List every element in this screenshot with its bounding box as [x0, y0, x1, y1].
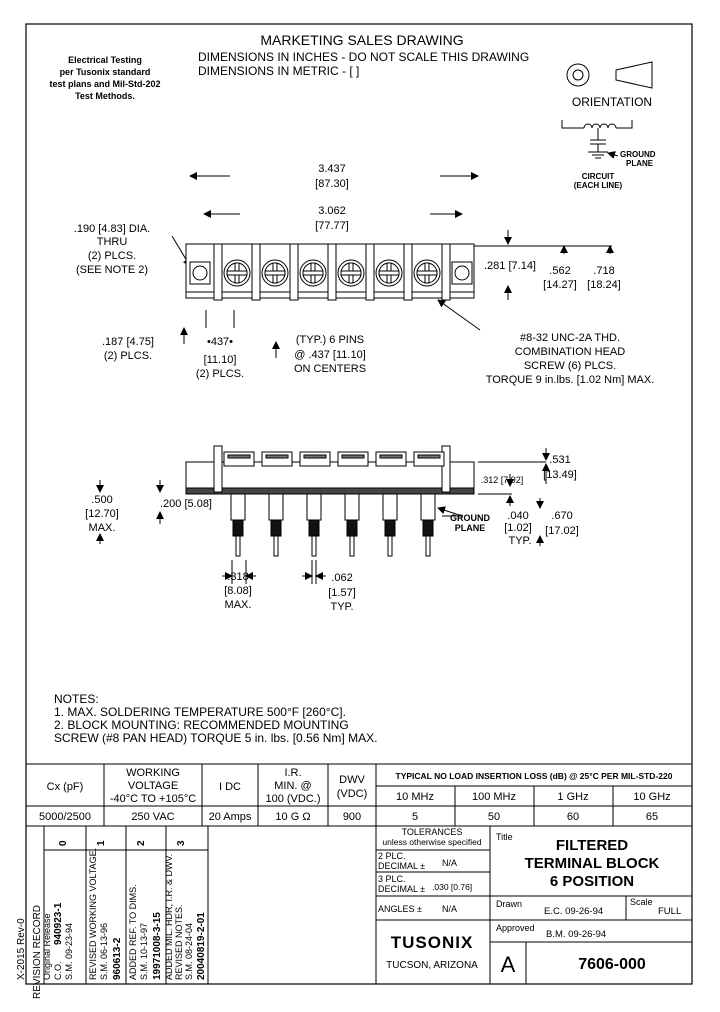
svg-text:1. MAX. SOLDERING TEMPERATURE: 1. MAX. SOLDERING TEMPERATURE 500°F [260°C].	[54, 705, 346, 719]
svg-text:TUCSON, ARIZONA: TUCSON, ARIZONA	[386, 960, 478, 971]
svg-text:.040: .040	[507, 510, 529, 522]
svg-text:Test Methods.: Test Methods.	[75, 91, 135, 101]
svg-text:DECIMAL ±: DECIMAL ±	[378, 861, 426, 871]
svg-text:65: 65	[645, 811, 659, 823]
svg-text:PLANE: PLANE	[454, 523, 486, 533]
svg-text:•437•: •437•	[206, 336, 234, 348]
svg-text:5000/2500: 5000/2500	[39, 811, 91, 823]
svg-text:10 GHz: 10 GHz	[633, 791, 671, 803]
svg-text:CIRCUIT: CIRCUIT	[581, 172, 615, 181]
svg-text:Drawn: Drawn	[496, 899, 523, 909]
svg-text:S.M. 09-23-94: S.M. 09-23-94	[64, 922, 74, 980]
drawing-title: MARKETING SALES DRAWING	[260, 32, 464, 48]
svg-text:[17.02]: [17.02]	[545, 525, 579, 537]
orientation-label: ORIENTATION	[571, 95, 653, 109]
revision-text	[16, 840, 207, 999]
svg-text:WORKING: WORKING	[126, 767, 180, 779]
svg-text:.562: .562	[549, 265, 571, 277]
svg-text:S.M. 10-13-97: S.M. 10-13-97	[139, 922, 149, 980]
svg-text:[18.24]: [18.24]	[587, 279, 621, 291]
svg-text:Cx (pF): Cx (pF)	[46, 781, 84, 793]
svg-text:Title: Title	[496, 832, 513, 842]
svg-text:.200 [5.08]: .200 [5.08]	[160, 498, 212, 510]
svg-text:B.M. 09-26-94: B.M. 09-26-94	[546, 929, 607, 940]
svg-text:0: 0	[58, 840, 69, 846]
svg-text:.670: .670	[551, 510, 573, 522]
svg-text:20040819-2-01: 20040819-2-01	[196, 912, 207, 980]
svg-text:TOLERANCES: TOLERANCES	[401, 827, 463, 837]
svg-text:Original Release: Original Release	[42, 913, 52, 980]
svg-text:(EACH LINE): (EACH LINE)	[573, 181, 623, 190]
svg-text:3: 3	[176, 840, 187, 846]
svg-text:COMBINATION HEAD: COMBINATION HEAD	[514, 346, 626, 358]
svg-text:per Tusonix standard: per Tusonix standard	[59, 67, 151, 77]
header-line-metric: DIMENSIONS IN METRIC - [ ]	[198, 64, 360, 78]
svg-text:test plans and Mil-Std-202: test plans and Mil-Std-202	[49, 79, 161, 89]
svg-text:(2) PLCS.: (2) PLCS.	[195, 368, 245, 380]
svg-text:I.R.: I.R.	[284, 767, 302, 779]
svg-text:VOLTAGE: VOLTAGE	[127, 780, 179, 792]
svg-text:2. BLOCK MOUNTING: RECOMMEND: 2. BLOCK MOUNTING: RECOMMENDED MOUNTING	[54, 718, 349, 732]
svg-text:DECIMAL ±: DECIMAL ±	[378, 884, 426, 894]
svg-text:E.C. 09-26-94: E.C. 09-26-94	[544, 906, 604, 917]
svg-text:SCREW (6) PLCS.: SCREW (6) PLCS.	[523, 360, 617, 372]
svg-text:TORQUE 9 in.lbs. [1.02 Nm] MAX: TORQUE 9 in.lbs. [1.02 Nm] MAX.	[485, 374, 655, 386]
svg-text:ANGLES ±: ANGLES ±	[378, 904, 422, 914]
svg-text:.062: .062	[331, 572, 353, 584]
svg-text:REVISED NOTES.: REVISED NOTES.	[174, 904, 184, 980]
svg-text:DWV: DWV	[339, 774, 365, 786]
svg-text:.318: .318	[227, 571, 249, 583]
svg-text:S.M. 06-13-96: S.M. 06-13-96	[99, 922, 109, 980]
part-title: FILTERED	[555, 837, 629, 854]
svg-text:10 G Ω: 10 G Ω	[275, 811, 311, 823]
svg-text:#8-32 UNC-2A THD.: #8-32 UNC-2A THD.	[519, 332, 621, 344]
svg-text:1: 1	[96, 840, 107, 846]
svg-text:(2) PLCS.: (2) PLCS.	[87, 250, 137, 262]
svg-text:50: 50	[487, 811, 501, 823]
svg-text:MIN. @: MIN. @	[274, 780, 312, 792]
svg-text:GROUND: GROUND	[620, 150, 656, 159]
svg-text:6 POSITION: 6 POSITION	[549, 873, 635, 890]
svg-text:GROUND: GROUND	[450, 513, 490, 523]
svg-text:Scale: Scale	[630, 897, 653, 907]
svg-text:[1.02]: [1.02]	[504, 522, 532, 534]
svg-text:960613-2: 960613-2	[112, 937, 123, 980]
svg-text:PLANE: PLANE	[626, 159, 654, 168]
notes	[54, 692, 377, 745]
svg-text:100 (VDC.): 100 (VDC.)	[265, 793, 321, 805]
filter-pins	[231, 494, 435, 556]
svg-text:Electrical Testing: Electrical Testing	[68, 55, 142, 65]
svg-text:940923-1: 940923-1	[53, 902, 64, 945]
testing-note	[49, 55, 160, 101]
company-logo: TUSONIX	[390, 933, 474, 952]
svg-text:1 GHz: 1 GHz	[557, 791, 589, 803]
svg-text:A: A	[500, 952, 516, 977]
svg-text:N/A: N/A	[442, 858, 458, 868]
svg-text:3.062: 3.062	[318, 205, 346, 217]
svg-text:[87.30]: [87.30]	[315, 178, 349, 190]
svg-text:[13.49]: [13.49]	[543, 469, 577, 481]
terminal-block-side	[186, 446, 474, 556]
svg-text:[77.77]: [77.77]	[315, 220, 349, 232]
svg-text:FULL: FULL	[658, 906, 682, 917]
svg-text:TERMINAL BLOCK: TERMINAL BLOCK	[524, 855, 660, 872]
schematic-labels	[574, 150, 656, 190]
svg-text:(TYP.) 6 PINS: (TYP.) 6 PINS	[295, 334, 365, 346]
svg-text:2: 2	[136, 840, 147, 846]
svg-text:REVISED WORKING VOLTAGE.: REVISED WORKING VOLTAGE.	[88, 847, 98, 980]
svg-text:3.437: 3.437	[318, 163, 346, 175]
svg-text:5: 5	[411, 811, 419, 823]
svg-text:MAX.: MAX.	[224, 599, 252, 611]
svg-text:.312 [7.92]: .312 [7.92]	[480, 475, 524, 485]
svg-text:[11.10]: [11.10]	[203, 354, 237, 366]
top-view-dim-marks	[184, 310, 276, 358]
svg-text:TYPICAL NO LOAD INSERTION LOSS: TYPICAL NO LOAD INSERTION LOSS (dB) @ 25°C PER MIL-STD-220	[395, 771, 673, 781]
svg-text:3 PLC.: 3 PLC.	[378, 874, 406, 884]
svg-text:I DC: I DC	[219, 781, 241, 793]
svg-text:2 PLC.: 2 PLC.	[378, 851, 406, 861]
svg-text:900: 900	[342, 811, 362, 823]
svg-text:ON CENTERS: ON CENTERS	[293, 363, 367, 375]
svg-text:-40°C TO +105°C: -40°C TO +105°C	[109, 793, 197, 805]
svg-text:.718: .718	[593, 265, 615, 277]
svg-text:.187 [4.75]: .187 [4.75]	[102, 336, 154, 348]
part-number: 7606-000	[578, 956, 646, 973]
header-line-inches: DIMENSIONS IN INCHES - DO NOT SCALE THIS DRAWING	[198, 50, 530, 64]
spec-table-text	[39, 767, 673, 823]
svg-text:SCREW (#8 PAN HEAD) TORQUE 5 i: SCREW (#8 PAN HEAD) TORQUE 5 in. lbs. [0.56 Nm] MAX.	[54, 731, 378, 745]
svg-text:[14.27]: [14.27]	[543, 279, 577, 291]
svg-text:.281 [7.14]: .281 [7.14]	[484, 260, 536, 272]
svg-text:.190 [4.83] DIA.: .190 [4.83] DIA.	[73, 223, 151, 235]
svg-text:19971008-3-15: 19971008-3-15	[152, 912, 163, 980]
svg-text:Approved: Approved	[496, 923, 535, 933]
svg-text:S.M. 08-24-04: S.M. 08-24-04	[184, 922, 194, 980]
svg-text:[8.08]: [8.08]	[224, 585, 252, 597]
svg-text:60: 60	[566, 811, 580, 823]
svg-text:unless otherwise specified: unless otherwise specified	[382, 837, 482, 847]
svg-text:[1.57]: [1.57]	[328, 587, 356, 599]
terminal-block-top	[186, 244, 474, 300]
svg-text:@ .437 [11.10]: @ .437 [11.10]	[294, 349, 366, 361]
svg-text:TYP.: TYP.	[330, 601, 354, 613]
svg-text:.500: .500	[91, 494, 113, 506]
svg-text:[12.70]: [12.70]	[85, 508, 119, 520]
svg-text:THRU: THRU	[96, 236, 128, 248]
svg-text:(VDC): (VDC)	[336, 788, 368, 800]
svg-text:MAX.: MAX.	[88, 522, 116, 534]
svg-text:(SEE NOTE 2): (SEE NOTE 2)	[75, 264, 149, 276]
svg-text:ADDED REF. TO DIMS.: ADDED REF. TO DIMS.	[128, 884, 138, 980]
svg-text:REVISION RECORD: REVISION RECORD	[32, 905, 43, 999]
svg-text:250 VAC: 250 VAC	[131, 811, 175, 823]
svg-text:.030 [0.76]: .030 [0.76]	[432, 882, 473, 892]
svg-text:ADDED MIL. HDR, I.R. & DWV.: ADDED MIL. HDR, I.R. & DWV.	[164, 853, 174, 980]
svg-text:N/A: N/A	[442, 904, 458, 914]
svg-text:20 Amps: 20 Amps	[208, 811, 252, 823]
svg-text:.531: .531	[549, 454, 571, 466]
svg-text:TYP.: TYP.	[508, 535, 532, 547]
svg-text:NOTES:: NOTES:	[54, 692, 99, 706]
orientation-symbol	[567, 62, 652, 88]
svg-text:C.O.: C.O.	[53, 961, 63, 980]
svg-text:(2) PLCS.: (2) PLCS.	[103, 350, 153, 362]
svg-text:10 MHz: 10 MHz	[396, 791, 434, 803]
svg-text:100 MHz: 100 MHz	[471, 791, 517, 803]
svg-text:X-2015 Rev-0: X-2015 Rev-0	[16, 918, 27, 980]
